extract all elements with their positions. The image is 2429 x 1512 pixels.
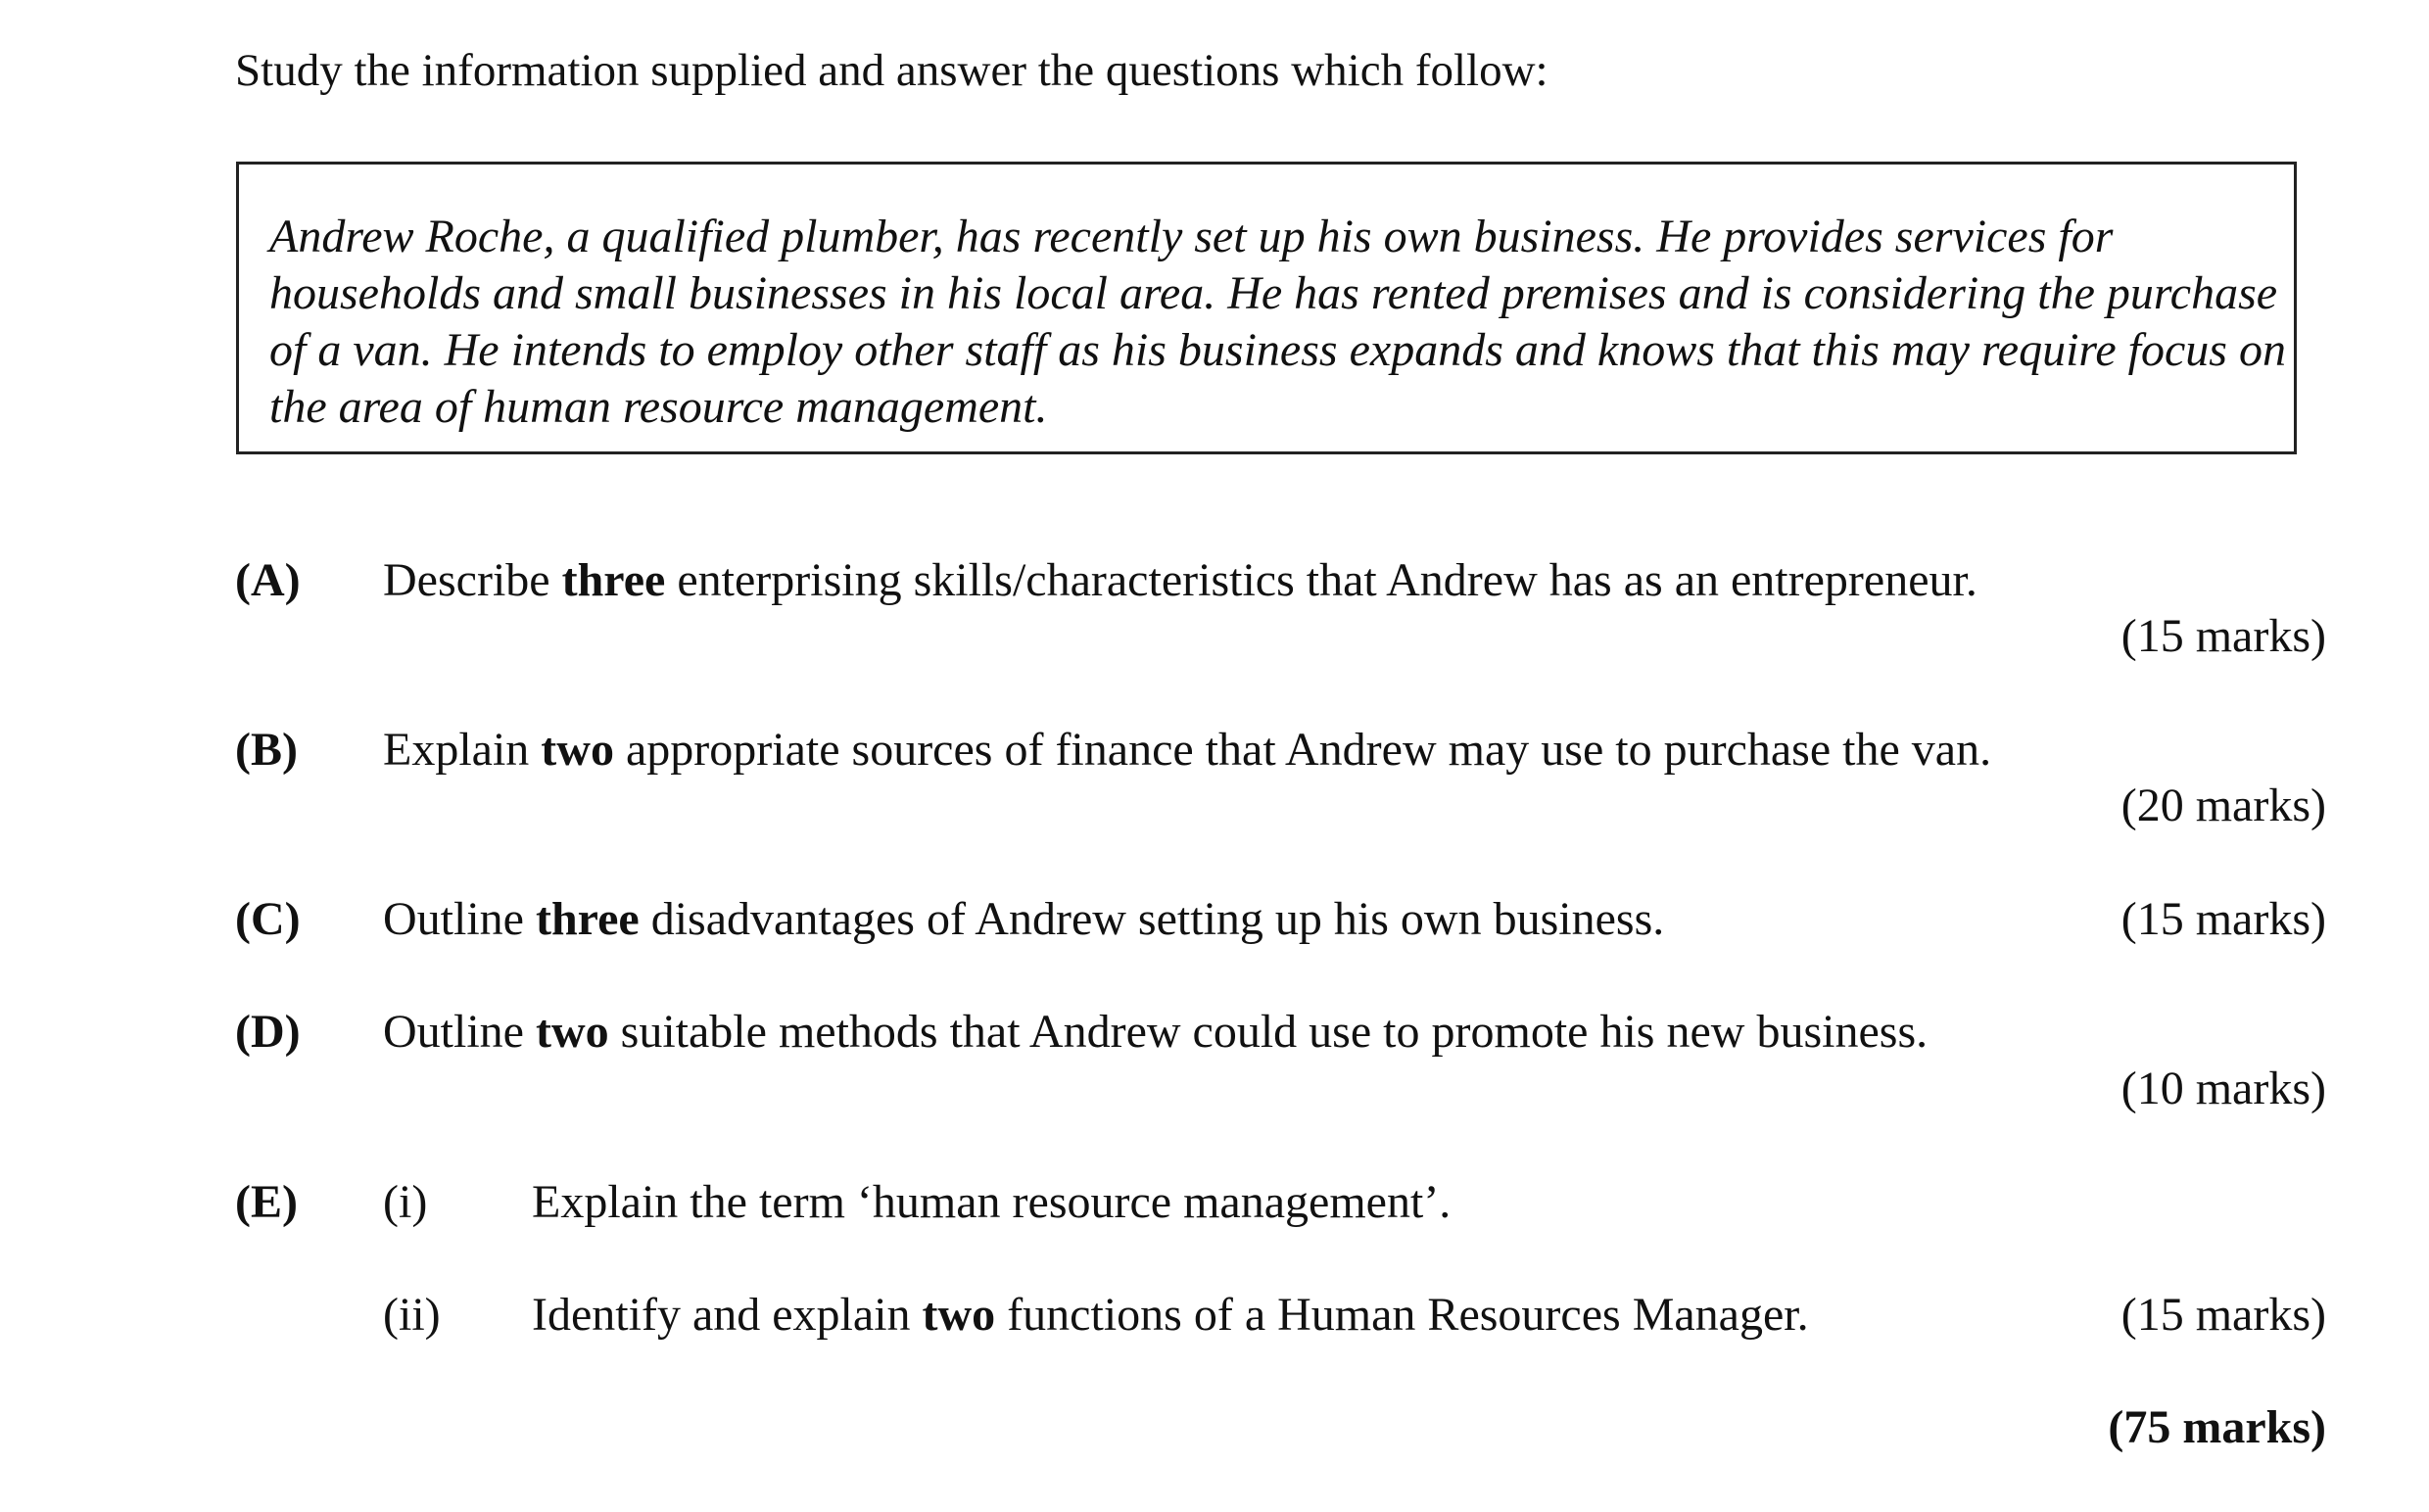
question-e-letter: (E) bbox=[235, 1176, 298, 1228]
question-d-letter: (D) bbox=[235, 1006, 301, 1058]
question-e-i-text: Explain the term ‘human resource management’. bbox=[532, 1176, 1452, 1228]
case-study-text: Andrew Roche, a qualified plumber, has recently set up his own business. He provides services for households and small businesses in his local area. He has rented premises and is considering the purchase of a van. He intends to employ other staff as his business expands and knows that this may require focus on the area of human resource management. bbox=[269, 211, 2286, 433]
instructions: Study the information supplied and answer the questions which follow: bbox=[235, 45, 1548, 96]
question-b-text: Explain two appropriate sources of finance that Andrew may use to purchase the van. bbox=[383, 724, 1992, 776]
question-a-marks: (15 marks) bbox=[2120, 610, 2326, 662]
question-a-text: Describe three enterprising skills/characteristics that Andrew has as an entrepreneur. bbox=[383, 554, 1977, 606]
question-c-text: Outline three disadvantages of Andrew setting up his own business. bbox=[383, 893, 1665, 945]
question-d-text: Outline two suitable methods that Andrew could use to promote his new business. bbox=[383, 1006, 1929, 1058]
question-d-marks: (10 marks) bbox=[2120, 1063, 2326, 1114]
question-e-ii-text: Identify and explain two functions of a Human Resources Manager. bbox=[532, 1289, 1809, 1341]
question-e-marks: (15 marks) bbox=[2120, 1289, 2326, 1341]
question-c-marks: (15 marks) bbox=[2120, 893, 2326, 945]
question-e-ii-number: (ii) bbox=[383, 1289, 441, 1341]
total-marks: (75 marks) bbox=[2108, 1401, 2326, 1453]
question-b-marks: (20 marks) bbox=[2120, 780, 2326, 831]
case-study-box bbox=[236, 162, 2297, 454]
question-b-letter: (B) bbox=[235, 724, 298, 776]
question-a-letter: (A) bbox=[235, 554, 301, 606]
question-e-i-number: (i) bbox=[383, 1176, 428, 1228]
question-c-letter: (C) bbox=[235, 893, 301, 945]
